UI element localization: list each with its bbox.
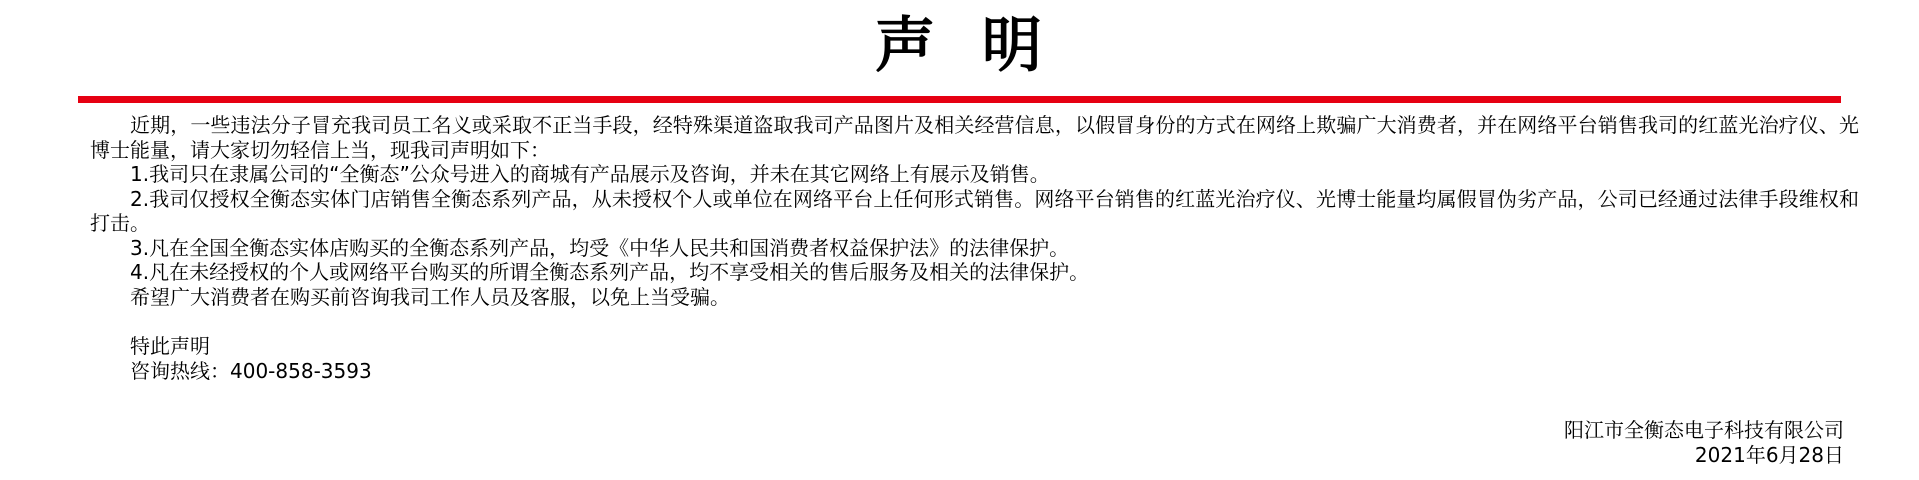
hereby-statement-line: 特此声明 — [130, 334, 210, 358]
statement-body — [90, 113, 1859, 383]
statement-item-2: 2.我司仅授权全衡态实体门店销售全衡态系列产品，从未授权个人或单位在网络平台上任何形式销售。网络平台销售的红蓝光治疗仪、光博士能量均属假冒伪劣产品，公司已经通过法律手段维权和打击。 — [90, 186, 1859, 235]
statement-item-1: 1.我司只在隶属公司的“全衡态”公众号进入的商城有产品展示及咨询，并未在其它网络上有展示及销售。 — [130, 162, 1050, 186]
statement-item-4: 4.凡在未经授权的个人或网络平台购买的所谓全衡态系列产品，均不享受相关的售后服务及相关的法律保护。 — [130, 260, 1090, 284]
intro-paragraph: 近期，一些违法分子冒充我司员工名义或采取不正当手段，经特殊渠道盗取我司产品图片及相关经营信息，以假冒身份的方式在网络上欺骗广大消费者，并在网络平台销售我司的红蓝光治疗仪、光博士能量，请大家切勿轻信上当，现我司声明如下： — [90, 113, 1859, 162]
hotline-line — [90, 359, 1859, 384]
hotline-label: 咨询热线： — [130, 358, 230, 383]
statement-item-3: 3.凡在全国全衡态实体店购买的全衡态系列产品，均受《中华人民共和国消费者权益保护法》的法律保护。 — [130, 235, 1070, 260]
closing-advice-line: 希望广大消费者在购买前咨询我司工作人员及客服，以免上当受骗。 — [130, 284, 730, 309]
company-name: 阳江市全衡态电子科技有限公司 — [1564, 418, 1844, 442]
red-divider-rule — [78, 96, 1841, 103]
page-title: 声 明 — [875, 11, 1044, 81]
hotline-number: 400-858-3593 — [230, 358, 372, 383]
statement-date: 2021年6月28日 — [1694, 443, 1844, 467]
signature-block — [1564, 418, 1844, 468]
